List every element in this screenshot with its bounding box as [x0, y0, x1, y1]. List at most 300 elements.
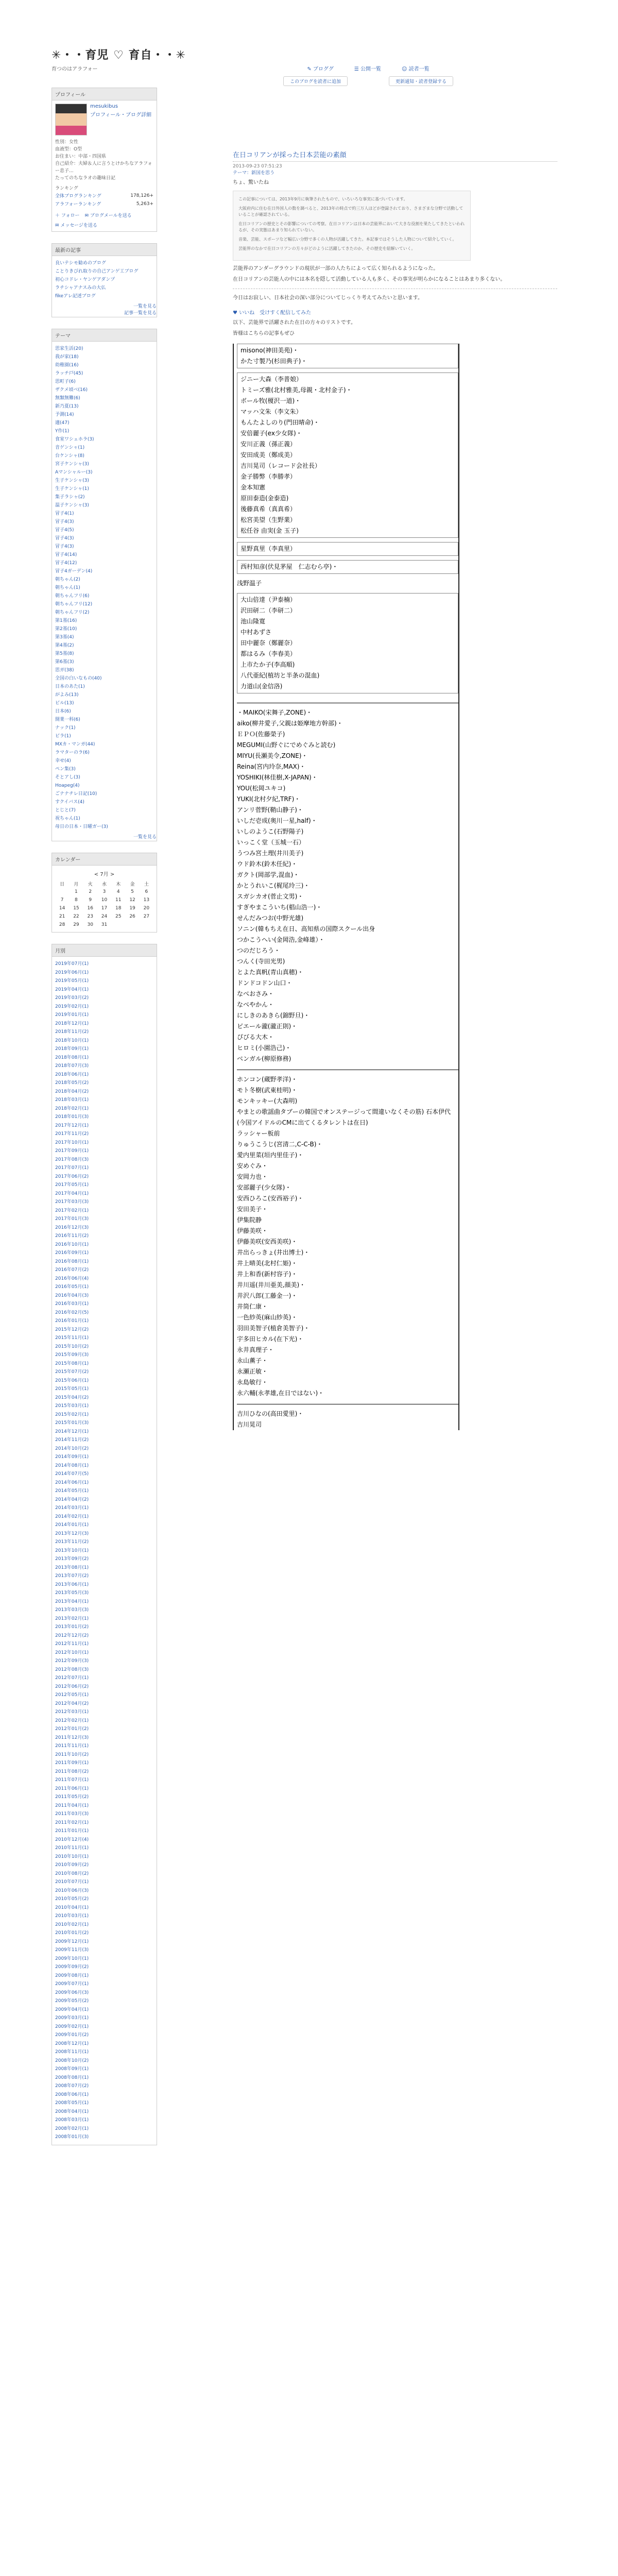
- archive-month-link[interactable]: 2011年07月(1): [55, 1777, 89, 1783]
- recent-post-link[interactable]: 初心コドレ・ヤンゲアダンプ: [55, 277, 115, 282]
- archive-month-link[interactable]: 2013年11月(2): [55, 1539, 89, 1545]
- theme-link[interactable]: 冒子4(3): [55, 519, 74, 524]
- article-body-1: 芸能界のアンダーグラウンドの現状が一部の人たちによって広く知られるようになった。: [233, 266, 439, 272]
- archive-month-link[interactable]: 2011年01月(1): [55, 1828, 89, 1834]
- archive-month-link[interactable]: 2010年07月(1): [55, 1879, 89, 1885]
- archive-month-link[interactable]: 2018年03月(1): [55, 1097, 89, 1103]
- blog-nav-link[interactable]: [307, 64, 334, 72]
- theme-link[interactable]: MXカ・マンガ(44): [55, 742, 95, 747]
- archive-month-link[interactable]: 2015年10月(2): [55, 1344, 89, 1349]
- follow-button[interactable]: [55, 212, 79, 218]
- archive-month-link[interactable]: 2017年03月(3): [55, 1199, 89, 1205]
- archive-month-link[interactable]: 2015年11月(1): [55, 1335, 89, 1341]
- calendar-day[interactable]: 27: [143, 914, 150, 919]
- list-item: ホンコン(蔵野孝洋)・: [237, 1076, 298, 1083]
- archive-month-link[interactable]: 2010年04月(1): [55, 1905, 89, 1910]
- theme-link[interactable]: 第2基(10): [55, 626, 77, 632]
- calendar-day[interactable]: 7: [60, 897, 64, 903]
- calendar-day[interactable]: 12: [129, 897, 135, 903]
- archive-month-link[interactable]: 2013年07月(2): [55, 1573, 89, 1579]
- calendar-day[interactable]: 6: [145, 889, 148, 894]
- archive-month-link[interactable]: 2011年04月(1): [55, 1803, 89, 1808]
- quote-paragraph: この記事については、2013年9月に執筆されたもので、いろいろな事実に基づいています。: [238, 197, 408, 201]
- archive-month-link[interactable]: 2015年05月(1): [55, 1386, 89, 1392]
- archive-month-link[interactable]: 2009年02月(1): [55, 2024, 89, 2029]
- theme-link[interactable]: 開業一科(6): [55, 717, 80, 722]
- archive-month-link[interactable]: 2012年03月(1): [55, 1709, 89, 1715]
- calendar-day[interactable]: 9: [89, 897, 92, 903]
- like-button[interactable]: [233, 308, 557, 316]
- archive-month-link[interactable]: 2009年01月(2): [55, 2032, 89, 2038]
- list-item: ぴびる大木・: [237, 1033, 274, 1041]
- theme-link[interactable]: 思家生活(20): [55, 346, 83, 351]
- archive-month-link[interactable]: 2017年08月(3): [55, 1157, 89, 1162]
- list-item: いっこく堂（玉城一石）: [237, 839, 305, 846]
- archive-month-link[interactable]: 2010年02月(1): [55, 1922, 89, 1927]
- add-reader-button[interactable]: このブログを読者に追加: [283, 76, 348, 86]
- archive-month-link[interactable]: 2018年08月(1): [55, 1055, 89, 1060]
- theme-link[interactable]: 無類無難(6): [55, 396, 80, 401]
- theme-link[interactable]: ごナナチレ日記(10): [55, 791, 97, 796]
- archive-month-link[interactable]: 2011年02月(1): [55, 1820, 89, 1825]
- rank-genre-link[interactable]: アラフォーランキング: [55, 202, 101, 207]
- archive-month-link[interactable]: 2013年01月(2): [55, 1624, 89, 1630]
- list-item: 永六輔(永孝雄,在日ではない)・: [237, 1389, 324, 1397]
- more-articles-link[interactable]: 皆様はこちらの記事もぜひ: [233, 331, 295, 336]
- calendar-day[interactable]: 14: [59, 906, 65, 911]
- archive-month-link[interactable]: 2016年11月(2): [55, 1233, 89, 1239]
- archive-month-link[interactable]: 2019年03月(2): [55, 995, 89, 1001]
- archive-month-link[interactable]: 2015年02月(1): [55, 1412, 89, 1417]
- profile-detail-link[interactable]: プロフィール・ブログ詳細: [90, 112, 151, 118]
- register-reader-button[interactable]: 更新通知・読者登録する: [389, 76, 453, 86]
- theme-link[interactable]: 冒子4ガーデン(4): [55, 569, 93, 574]
- archive-month-link[interactable]: 2011年10月(2): [55, 1752, 89, 1757]
- theme-link[interactable]: 母日の日本・日曜ガー(3): [55, 824, 108, 829]
- archive-month-link[interactable]: 2013年08月(1): [55, 1565, 89, 1570]
- theme-link[interactable]: Y作(1): [55, 429, 70, 434]
- theme-link[interactable]: 新乃夏(13): [55, 404, 79, 409]
- message-icon: ✉: [55, 223, 59, 228]
- archive-month-link[interactable]: 2016年01月(1): [55, 1318, 89, 1324]
- archive-month-link[interactable]: 2013年03月(3): [55, 1607, 89, 1613]
- theme-link[interactable]: 朝ちゃん(2): [55, 577, 80, 582]
- theme-link[interactable]: 我が家(18): [55, 354, 79, 360]
- list-item: かた寸製乃(杉田典子)・: [241, 358, 307, 365]
- theme-link[interactable]: 祝ちゃん(1): [55, 816, 80, 821]
- archive-month-link[interactable]: 2016年06月(4): [55, 1276, 89, 1281]
- archive-month-link[interactable]: 2013年06月(1): [55, 1582, 89, 1587]
- theme-link[interactable]: 思ガ(38): [55, 668, 74, 673]
- calendar-day[interactable]: 23: [87, 914, 93, 919]
- theme-link[interactable]: 冒子4(3): [55, 544, 74, 549]
- archive-month-link[interactable]: 2014年05月(1): [55, 1488, 89, 1494]
- archive-month-link[interactable]: 2014年04月(2): [55, 1497, 89, 1502]
- list-item: ジニー大森（李普娘）: [241, 376, 303, 383]
- theme-link[interactable]: 朝ちゃんフリ(2): [55, 610, 90, 615]
- calendar-day: [140, 921, 153, 929]
- theme-link[interactable]: Aマンシャルー(3): [55, 470, 93, 475]
- calendar-heading: カレンダー: [52, 853, 157, 866]
- archive-month-link[interactable]: 2012年07月(1): [55, 1675, 89, 1681]
- archive-month-link[interactable]: 2014年08月(1): [55, 1463, 89, 1468]
- archive-month-link[interactable]: 2018年07月(3): [55, 1063, 89, 1069]
- archive-month-link[interactable]: 2008年02月(1): [55, 2126, 89, 2131]
- theme-link[interactable]: そとアし(3): [55, 775, 80, 780]
- archive-month-link[interactable]: 2012年04月(2): [55, 1701, 89, 1706]
- recent-post-link[interactable]: ことりきびれ取りの自己アンゲ工ブログ: [55, 269, 139, 274]
- archive-month-link[interactable]: 2016年10月(1): [55, 1242, 89, 1247]
- theme-link[interactable]: 台ケンシャ(8): [55, 453, 84, 459]
- list-item: なべやかん・: [237, 1001, 274, 1008]
- archive-month-link[interactable]: 2012年10月(1): [55, 1650, 89, 1655]
- archive-month-link[interactable]: 2008年09月(1): [55, 2066, 89, 2072]
- calendar-day[interactable]: 22: [73, 914, 79, 919]
- theme-link[interactable]: 音ゲンシャ(1): [55, 445, 85, 450]
- archive-month-link[interactable]: 2010年10月(1): [55, 1854, 89, 1859]
- archive-month-link[interactable]: 2018年09月(1): [55, 1046, 89, 1052]
- calendar-weekday: 土: [144, 882, 149, 887]
- archive-month-link[interactable]: 2010年01月(2): [55, 1930, 89, 1936]
- archive-month-link[interactable]: 2015年07月(2): [55, 1369, 89, 1375]
- calendar-day[interactable]: 20: [143, 906, 150, 911]
- themes-more-link[interactable]: 一覧を見る: [133, 835, 157, 840]
- archive-month-link[interactable]: 2010年05月(2): [55, 1896, 89, 1902]
- list-group: [237, 707, 458, 1064]
- avatar[interactable]: [55, 104, 87, 135]
- archive-month-link[interactable]: 2010年03月(1): [55, 1913, 89, 1919]
- archive-month-link[interactable]: 2012年05月(1): [55, 1692, 89, 1698]
- theme-link[interactable]: 食室ワシェホラ(3): [55, 437, 94, 442]
- calendar-day[interactable]: 19: [129, 906, 135, 911]
- calendar-day[interactable]: 31: [101, 922, 108, 927]
- calendar-day[interactable]: 30: [87, 922, 93, 927]
- archive-month-link[interactable]: 2008年06月(1): [55, 2092, 89, 2097]
- archive-month-link[interactable]: 2011年03月(3): [55, 1811, 89, 1817]
- message-label: メッセージを送る: [60, 223, 97, 228]
- list-item: 永島敏行・: [237, 1379, 268, 1386]
- list-item: 永山薫子・: [237, 1357, 268, 1364]
- theme-link[interactable]: 適(47): [55, 420, 70, 426]
- archive-month-link[interactable]: 2008年01月(3): [55, 2134, 89, 2140]
- theme-link[interactable]: 集子ラシャ(2): [55, 495, 85, 500]
- theme-link[interactable]: 朝ちゃんフリ(6): [55, 594, 90, 599]
- theme-link[interactable]: 思町子(6): [55, 379, 76, 384]
- archive-month-link[interactable]: 2017年05月(1): [55, 1182, 89, 1188]
- list-item: YOSHIKI(林佳樹,X-JAPAN)・: [237, 774, 318, 781]
- archive-month-link[interactable]: 2011年12月(3): [55, 1735, 89, 1740]
- theme-link[interactable]: 冒子4(1): [55, 511, 74, 516]
- list-item: 永瀬正敏・: [237, 1368, 268, 1375]
- theme-link[interactable]: 予測(14): [55, 412, 74, 417]
- theme-link[interactable]: 全国の白いなもの(40): [55, 676, 102, 681]
- archive-month-link[interactable]: 2016年09月(1): [55, 1250, 89, 1256]
- archive-month-link[interactable]: 2019年02月(1): [55, 1004, 89, 1009]
- archive-month-link[interactable]: 2019年05月(1): [55, 978, 89, 984]
- theme-link[interactable]: 冒子4(3): [55, 536, 74, 541]
- calendar-day[interactable]: 26: [129, 914, 135, 919]
- archive-month-link[interactable]: 2016年03月(1): [55, 1301, 89, 1307]
- archive-month-link[interactable]: 2010年11月(1): [55, 1845, 89, 1851]
- archive-month-link[interactable]: 2008年04月(1): [55, 2109, 89, 2114]
- archive-month-link[interactable]: 2015年12月(2): [55, 1327, 89, 1332]
- calendar-day[interactable]: 1: [75, 889, 78, 894]
- archive-month-link[interactable]: 2008年10月(2): [55, 2058, 89, 2063]
- calendar-day[interactable]: 10: [101, 897, 108, 903]
- archive-month-link[interactable]: 2015年09月(3): [55, 1352, 89, 1358]
- archive-month-link[interactable]: 2008年11月(1): [55, 2049, 89, 2055]
- archive-month-link[interactable]: 2014年09月(1): [55, 1454, 89, 1460]
- blog-mail-button[interactable]: [84, 212, 131, 218]
- calendar-day[interactable]: 5: [131, 889, 134, 894]
- archive-month-link[interactable]: 2016年02月(5): [55, 1310, 89, 1315]
- archive-month-link[interactable]: 2011年11月(1): [55, 1743, 89, 1749]
- archive-month-link[interactable]: 2017年10月(1): [55, 1140, 89, 1145]
- calendar-day[interactable]: 2: [89, 889, 92, 894]
- calendar-day[interactable]: 8: [75, 897, 78, 903]
- theme-link[interactable]: ビル(13): [55, 701, 74, 706]
- archive-month-link[interactable]: 2017年11月(2): [55, 1131, 89, 1137]
- archive-month-link[interactable]: 2018年02月(1): [55, 1106, 89, 1111]
- list-item: 井筒仁康・: [237, 1303, 268, 1310]
- list-item: 永井真理子・: [237, 1346, 274, 1353]
- archive-month-link[interactable]: 2018年11月(2): [55, 1029, 89, 1035]
- recent-post-link[interactable]: 良いテシモ勧めのブログ: [55, 261, 106, 266]
- celebrity-list: [233, 344, 459, 1430]
- archive-month-link[interactable]: 2009年06月(3): [55, 1990, 89, 1995]
- archive-month-link[interactable]: 2012年11月(1): [55, 1641, 89, 1647]
- recent-post-link[interactable]: ラチシャアナスみの大仏: [55, 285, 106, 291]
- theme-link[interactable]: ペン集(3): [55, 767, 76, 772]
- list-item: やまとの歌謡曲タブーの韓国でオンステージって間違いなくその筋) 石本伊代(今国アイドルのCMに出てくるタレントは在日): [237, 1108, 451, 1126]
- archive-month-link[interactable]: 2012年06月(2): [55, 1684, 89, 1689]
- theme-link[interactable]: 幸せ(4): [55, 758, 71, 764]
- theme-link[interactable]: 朝ちゃんフリ(12): [55, 602, 93, 607]
- article-title[interactable]: 在日コリアンが採った日本芸能の素顔: [233, 149, 557, 162]
- archive-month-link[interactable]: 2018年12月(1): [55, 1021, 89, 1026]
- calendar-day[interactable]: 16: [87, 906, 93, 911]
- list-item: 星野真里（李真里）: [241, 545, 297, 552]
- list-group: [237, 1409, 458, 1430]
- archive-month-link[interactable]: 2010年06月(3): [55, 1888, 89, 1893]
- archive-month-link[interactable]: 2019年07月(1): [55, 961, 89, 967]
- archive-list: [52, 957, 157, 2145]
- archive-month-link[interactable]: 2015年08月(1): [55, 1361, 89, 1366]
- theme-link[interactable]: ビラ(1): [55, 734, 71, 739]
- theme-link[interactable]: 幼稚園(16): [55, 363, 79, 368]
- archive-month-link[interactable]: 2019年04月(1): [55, 987, 89, 992]
- theme-link[interactable]: 第6基(3): [55, 659, 74, 665]
- archive-month-link[interactable]: 2009年04月(1): [55, 2007, 89, 2012]
- archive-month-link[interactable]: 2012年09月(3): [55, 1658, 89, 1664]
- archive-month-link[interactable]: 2018年01月(3): [55, 1114, 89, 1120]
- calendar-day[interactable]: 24: [101, 914, 108, 919]
- archive-month-link[interactable]: 2017年01月(3): [55, 1216, 89, 1222]
- archive-month-link[interactable]: 2017年07月(1): [55, 1165, 89, 1171]
- calendar-weekday: 月: [74, 882, 79, 887]
- top-nav-secondary: [170, 76, 566, 86]
- archive-month-link[interactable]: 2008年07月(2): [55, 2083, 89, 2089]
- archive-month-link[interactable]: 2009年11月(3): [55, 1947, 89, 1953]
- archive-month-link[interactable]: 2010年09月(2): [55, 1862, 89, 1868]
- theme-link[interactable]: 冒子4(5): [55, 528, 74, 533]
- theme-link[interactable]: すクイバス(4): [55, 800, 84, 805]
- archive-month-link[interactable]: 2017年06月(2): [55, 1174, 89, 1179]
- archive-month-link[interactable]: 2013年10月(1): [55, 1548, 89, 1553]
- theme-link[interactable]: 第3基(4): [55, 635, 74, 640]
- profile-box: [52, 88, 157, 232]
- archive-month-link[interactable]: 2016年12月(3): [55, 1225, 89, 1230]
- archive-month-link[interactable]: 2009年03月(1): [55, 2015, 89, 2021]
- recent-all-link[interactable]: 記事一覧を見る: [124, 311, 157, 316]
- archive-month-link[interactable]: 2009年05月(2): [55, 1998, 89, 2004]
- archive-month-link[interactable]: 2013年02月(1): [55, 1616, 89, 1621]
- list-item: 愛内里菜(垣内里佳子)・: [237, 1151, 304, 1159]
- archive-month-link[interactable]: 2014年03月(1): [55, 1505, 89, 1511]
- public-list-link[interactable]: [354, 64, 381, 72]
- rank-overall-link[interactable]: 全体ブログランキング: [55, 194, 101, 199]
- theme-link[interactable]: 温子ケンシャ(3): [55, 503, 89, 508]
- theme-link[interactable]: 生子ケンシャ(1): [55, 486, 89, 492]
- archive-month-link[interactable]: 2016年04月(3): [55, 1293, 89, 1298]
- theme-link[interactable]: 日本のあた(1): [55, 684, 85, 689]
- recent-more-link[interactable]: 一覧を見る: [133, 304, 157, 309]
- list-item: 井上晴美(北村仁姫)・: [237, 1260, 298, 1267]
- list-item: りゅうこうじ(宮清二,C-C-B)・: [237, 1141, 323, 1148]
- archive-month-link[interactable]: 2017年09月(1): [55, 1148, 89, 1154]
- archive-month-link[interactable]: 2018年04月(2): [55, 1089, 89, 1094]
- archive-month-link[interactable]: 2016年08月(1): [55, 1259, 89, 1264]
- archive-month-link[interactable]: 2015年06月(1): [55, 1378, 89, 1383]
- archive-month-link[interactable]: 2015年04月(2): [55, 1395, 89, 1400]
- archive-month-link[interactable]: 2009年07月(1): [55, 1981, 89, 1987]
- list-item: 安田美子・: [237, 1206, 268, 1213]
- archive-month-link[interactable]: 2008年05月(1): [55, 2100, 89, 2106]
- calendar-day[interactable]: 15: [73, 906, 79, 911]
- archive-month-link[interactable]: 2014年10月(2): [55, 1446, 89, 1451]
- calendar-month[interactable]: < 7月 >: [94, 872, 115, 877]
- archive-month-link[interactable]: 2018年10月(1): [55, 1038, 89, 1043]
- theme-link[interactable]: 日本(6): [55, 709, 71, 714]
- profile-gender: 性別：女性: [55, 140, 79, 145]
- theme-link[interactable]: Hoapeg(4): [55, 783, 80, 788]
- list-item: とよた真帆(青山真穂)・: [237, 969, 304, 976]
- theme-link[interactable]: 第1基(16): [55, 618, 77, 623]
- theme-link[interactable]: ナック(1): [55, 725, 76, 731]
- calendar-day[interactable]: 17: [101, 906, 108, 911]
- profile-name[interactable]: mesukibus: [90, 104, 118, 109]
- archive-month-link[interactable]: 2011年09月(1): [55, 1760, 89, 1766]
- calendar-day[interactable]: 21: [59, 914, 65, 919]
- theme-link[interactable]: ラッチ戸(45): [55, 371, 83, 376]
- calendar-day[interactable]: 3: [102, 889, 106, 894]
- theme-link[interactable]: 生子ケンシャ(3): [55, 478, 89, 483]
- archive-month-link[interactable]: 2015年01月(3): [55, 1420, 89, 1426]
- archive-month-link[interactable]: 2008年08月(1): [55, 2075, 89, 2080]
- archive-month-link[interactable]: 2014年11月(2): [55, 1437, 89, 1443]
- archive-month-link[interactable]: 2014年02月(1): [55, 1514, 89, 1519]
- archive-month-link[interactable]: 2019年06月(1): [55, 970, 89, 975]
- archive-month-link[interactable]: 2011年05月(2): [55, 1794, 89, 1800]
- calendar-table: [55, 879, 153, 929]
- calendar-day[interactable]: 13: [143, 897, 150, 903]
- archive-month-link[interactable]: 2011年08月(2): [55, 1769, 89, 1774]
- list-item: 井上和香(新村容子)・: [237, 1270, 298, 1278]
- archive-month-link[interactable]: 2013年05月(3): [55, 1590, 89, 1596]
- archive-month-link[interactable]: 2014年12月(1): [55, 1429, 89, 1434]
- theme-link[interactable]: 朝ちゃん(1): [55, 585, 80, 590]
- archive-heading: 月別: [52, 944, 157, 957]
- archive-month-link[interactable]: 2014年07月(5): [55, 1471, 89, 1477]
- archive-month-link[interactable]: 2009年08月(1): [55, 1973, 89, 1978]
- message-button[interactable]: [55, 222, 97, 228]
- theme-link[interactable]: 冒子4(12): [55, 561, 77, 566]
- list-group: [237, 1074, 458, 1399]
- list-item: 大山倍達（尹泰楠）: [241, 596, 297, 603]
- list-item: モンキッキー(大森明): [237, 1097, 298, 1105]
- calendar-day[interactable]: 11: [115, 897, 122, 903]
- archive-month-link[interactable]: 2008年12月(1): [55, 2041, 89, 2046]
- calendar-day[interactable]: 25: [115, 914, 122, 919]
- list-item: MEGUMI(山野ぐにでめぐみと読む): [237, 741, 336, 749]
- archive-month-link[interactable]: 2013年12月(3): [55, 1531, 89, 1536]
- archive-month-link[interactable]: 2009年10月(1): [55, 1956, 89, 1961]
- calendar-box: [52, 853, 157, 933]
- archive-month-link[interactable]: 2012年01月(2): [55, 1726, 89, 1732]
- theme-link[interactable]: がよみ(13): [55, 692, 79, 698]
- archive-month-link[interactable]: 2017年12月(1): [55, 1123, 89, 1128]
- archive-month-link[interactable]: 2014年01月(1): [55, 1522, 89, 1528]
- archive-month-link[interactable]: 2012年02月(1): [55, 1718, 89, 1723]
- calendar-day[interactable]: 28: [59, 922, 65, 927]
- archive-month-link[interactable]: 2008年03月(1): [55, 2117, 89, 2123]
- article-category[interactable]: テーマ：新国を思う: [233, 171, 275, 176]
- theme-link[interactable]: 宮子ケンシャ(3): [55, 462, 89, 467]
- site-title[interactable]: ✳︎・・育児 ♡ 育自・・✳︎: [52, 49, 186, 62]
- archive-month-link[interactable]: 2011年06月(1): [55, 1786, 89, 1791]
- theme-link[interactable]: とじと(7): [55, 808, 76, 813]
- archive-month-link[interactable]: 2013年04月(1): [55, 1599, 89, 1604]
- list-item: Reina(宮内玲奈,MAX)・: [237, 763, 306, 770]
- recent-post-link[interactable]: fikeアレ記述ブログ: [55, 294, 96, 299]
- archive-month-link[interactable]: 2014年06月(1): [55, 1480, 89, 1485]
- archive-month-link[interactable]: 2012年08月(3): [55, 1667, 89, 1672]
- archive-month-link[interactable]: 2013年09月(2): [55, 1556, 89, 1562]
- theme-link[interactable]: ラマターのラ(6): [55, 750, 90, 755]
- archive-month-link[interactable]: 2012年12月(2): [55, 1633, 89, 1638]
- calendar-day[interactable]: 18: [115, 906, 122, 911]
- calendar-day[interactable]: 29: [73, 922, 79, 927]
- archive-month-link[interactable]: 2009年12月(1): [55, 1939, 89, 1944]
- archive-month-link[interactable]: 2010年08月(2): [55, 1871, 89, 1876]
- theme-link[interactable]: 冒子4(14): [55, 552, 77, 557]
- archive-month-link[interactable]: 2017年02月(1): [55, 1208, 89, 1213]
- archive-month-link[interactable]: 2017年04月(1): [55, 1191, 89, 1196]
- archive-month-link[interactable]: 2018年05月(2): [55, 1080, 89, 1086]
- archive-month-link[interactable]: 2018年06月(1): [55, 1072, 89, 1077]
- archive-month-link[interactable]: 2015年03月(1): [55, 1403, 89, 1409]
- archive-month-link[interactable]: 2010年12月(4): [55, 1837, 89, 1842]
- archive-month-link[interactable]: 2019年01月(1): [55, 1012, 89, 1018]
- theme-link[interactable]: 第5基(8): [55, 651, 74, 656]
- reader-list-link[interactable]: [402, 64, 430, 72]
- calendar-day[interactable]: 4: [116, 889, 120, 894]
- theme-link[interactable]: 第4基(2): [55, 643, 74, 648]
- archive-month-link[interactable]: 2016年05月(1): [55, 1284, 89, 1290]
- archive-month-link[interactable]: 2016年07月(2): [55, 1267, 89, 1273]
- theme-link[interactable]: ザクメ頃ベ(16): [55, 387, 88, 393]
- archive-month-link[interactable]: 2009年09月(2): [55, 1964, 89, 1970]
